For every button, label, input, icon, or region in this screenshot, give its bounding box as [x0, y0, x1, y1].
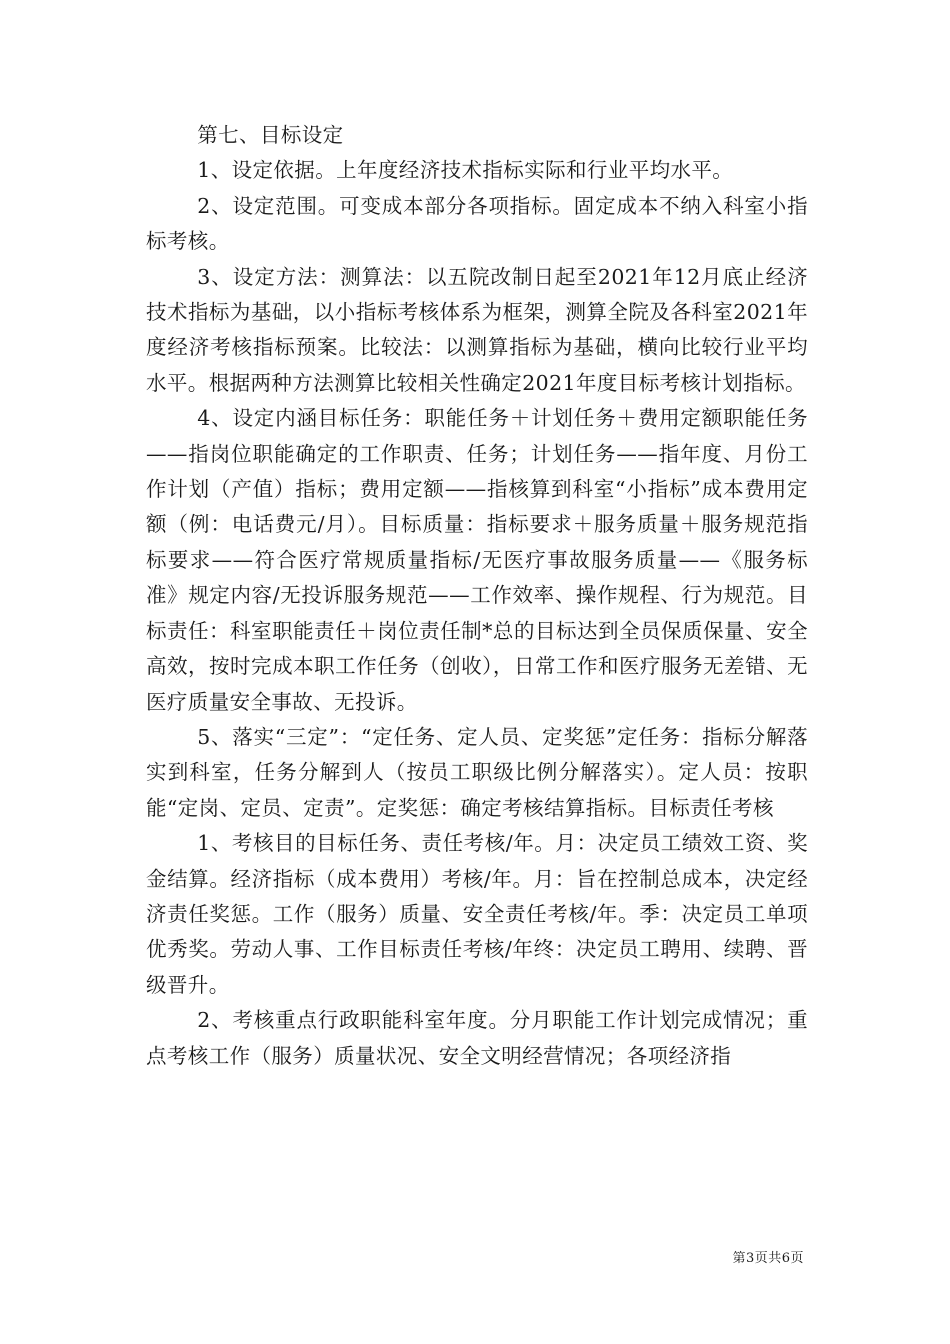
- paragraph-basis: 1、设定依据。上年度经济技术指标实际和行业平均水平。: [197, 158, 734, 183]
- paragraph-method: 3、设定方法：测算法：以五院改制日起至2021年12月底止经济技术指标为基础，以小指标考核体系为框架，测算全院及各科室2021年度经济考核指标预案。比较法：以测算指标为基础，横向比较行业平均水平。根据两种方法测算比较相关性确定2021年度目标考核计划指标。: [146, 264, 808, 395]
- paragraph-assessment-purpose: 1、考核目的目标任务、责任考核/年。月：决定员工绩效工资、奖金结算。经济指标（成本费用）考核/年。月：旨在控制总成本，决定经济责任奖惩。工作（服务）质量、安全责任考核/年。季：决定员工单项优秀奖。劳动人事、工作目标责任考核/年终：决定员工聘用、续聘、晋级晋升。: [146, 831, 808, 997]
- paragraph-scope: 2、设定范围。可变成本部分各项指标。固定成本不纳入科室小指标考核。: [146, 193, 808, 254]
- paragraph-three-fixed: 5、落实“三定”：“定任务、定人员、定奖惩”定任务：指标分解落实到科室，任务分解到人（按员工职级比例分解落实）。定人员：按职能“定岗、定员、定责”。定奖惩：确定考核结算指标。目标责任考核: [146, 724, 808, 820]
- page-number: 第3页共6页: [732, 1251, 804, 1266]
- paragraph-assessment-focus: 2、考核重点行政职能科室年度。分月职能工作计划完成情况；重点考核工作（服务）质量状况、安全文明经营情况；各项经济指: [146, 1008, 808, 1068]
- section-heading: 第七、目标设定: [197, 123, 344, 147]
- document-body: [146, 118, 808, 1074]
- paragraph-connotation: 4、设定内涵目标任务：职能任务＋计划任务＋费用定额职能任务——指岗位职能确定的工作职责、任务；计划任务——指年度、月份工作计划（产值）指标；费用定额——指核算到科室“小指标”成本费用定额（例：电话费元/月）。目标质量：指标要求＋服务质量＋服务规范指标要求——符合医疗常规质量指标/无医疗事故服务质量——《服务标准》规定内容/无投诉服务规范——工作效率、操作规程、行为规范。目标责任：科室职能责任＋岗位责任制*总的目标达到全员保质保量、安全高效，按时完成本职工作任务（创收），日常工作和医疗服务无差错、无医疗质量安全事故、无投诉。: [146, 406, 808, 714]
